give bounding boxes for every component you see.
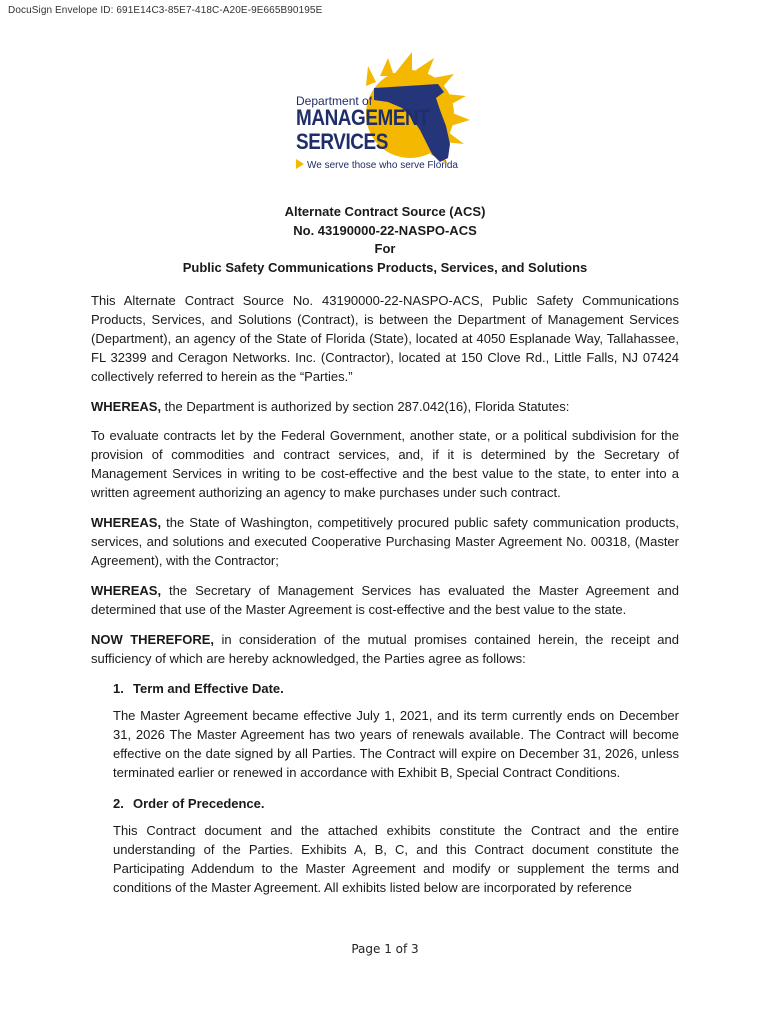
whereas-paragraph-1: [91, 397, 679, 416]
now-therefore-paragraph: [91, 630, 679, 668]
whereas-lead-1: WHEREAS,: [91, 399, 162, 414]
section-2-title: Order of Precedence.: [133, 796, 265, 811]
logo-tagline-text: We serve those who serve Florida: [307, 160, 458, 171]
whereas-text-1: the Department is authorized by section 287.042(16), Florida Statutes:: [161, 399, 570, 414]
dms-logo: [288, 44, 504, 178]
section-1-number: 1.: [113, 681, 124, 696]
section-2-heading: [113, 794, 679, 813]
title-line-2: No. 43190000-22-NASPO-ACS: [293, 222, 477, 238]
logo-tagline: [296, 159, 458, 171]
statute-paragraph: To evaluate contracts let by the Federal Government, another state, or a political subdivision for the provision of commodities and contract services, and, if it is determined by the Secretary of Management Services in writing to be cost-effective and the best value to the state, to enter into a written agreement authorizing an agency to make purchases under such contract.: [91, 428, 679, 500]
intro-paragraph: This Alternate Contract Source No. 43190000-22-NASPO-ACS, Public Safety Communications Products, Services, and Solutions (Contract), is between the Department of Management Services (Department), an agency of the State of Florida (State), located at 4050 Esplanade Way, Tallahassee, FL 32399 and Ceragon Networks. Inc. (Contractor), located at 150 Clove Rd., Little Falls, NJ 07424 collectively referred to herein as the “Parties.”: [91, 293, 679, 384]
now-therefore-lead: NOW THEREFORE,: [91, 632, 215, 647]
whereas-text-2: the State of Washington, competitively procured public safety communication products, services, and solutions and executed Cooperative Purchasing Master Agreement No. 00318, (Master Agreement), with the Contractor;: [91, 515, 679, 568]
whereas-paragraph-3: [91, 581, 679, 619]
section-2-text: This Contract document and the attached exhibits constitute the Contract and the entire understanding of the Parties. Exhibits A, B, C, and this Contract document constitute the Participating Addendum to the Master Agreement and modify or supplement the terms and conditions of the Master Agreement. All exhibits listed below are incorporated by reference: [113, 823, 679, 895]
now-therefore-text: in consideration of the mutual promises contained herein, the receipt and sufficiency of which are hereby acknowledged, the Parties agree as follows:: [91, 632, 679, 666]
docusign-envelope-id: DocuSign Envelope ID: 691E14C3-85E7-418C-A20E-9E665B90195E: [8, 5, 323, 16]
whereas-paragraph-2: [91, 513, 679, 570]
section-1-title: Term and Effective Date.: [133, 681, 284, 696]
section-2-number: 2.: [113, 796, 124, 811]
play-arrow-icon: [296, 159, 304, 169]
whereas-lead-2: WHEREAS,: [91, 515, 162, 530]
section-1: [113, 679, 679, 782]
title-line-1: Alternate Contract Source (ACS): [284, 204, 486, 219]
page-number: Page 1 of 3: [351, 942, 419, 956]
section-1-heading: [113, 679, 679, 698]
logo-management: MANAGEMENT: [296, 105, 430, 130]
document-title: [0, 203, 770, 277]
logo-services: SERVICES: [296, 129, 388, 154]
section-1-text: The Master Agreement became effective July 1, 2021, and its term currently ends on December 31, 2026 The Master Agreement has two years of renewals available. The Contract will become effective on the date signed by all Parties. The Contract will expire on December 31, 2026, unless terminated earlier or renewed in accordance with Exhibit B, Special Contract Conditions.: [113, 708, 679, 780]
title-line-4: Public Safety Communications Products, Services, and Solutions: [182, 259, 588, 275]
logo-department-of: Department of: [296, 94, 373, 108]
whereas-text-3: the Secretary of Management Services has evaluated the Master Agreement and determined that use of the Master Agreement is cost-effective and the best value to the state.: [91, 583, 679, 617]
whereas-lead-3: WHEREAS,: [91, 583, 162, 598]
title-line-3: For: [374, 241, 396, 256]
document-body: [91, 291, 679, 909]
section-2: [113, 794, 679, 897]
